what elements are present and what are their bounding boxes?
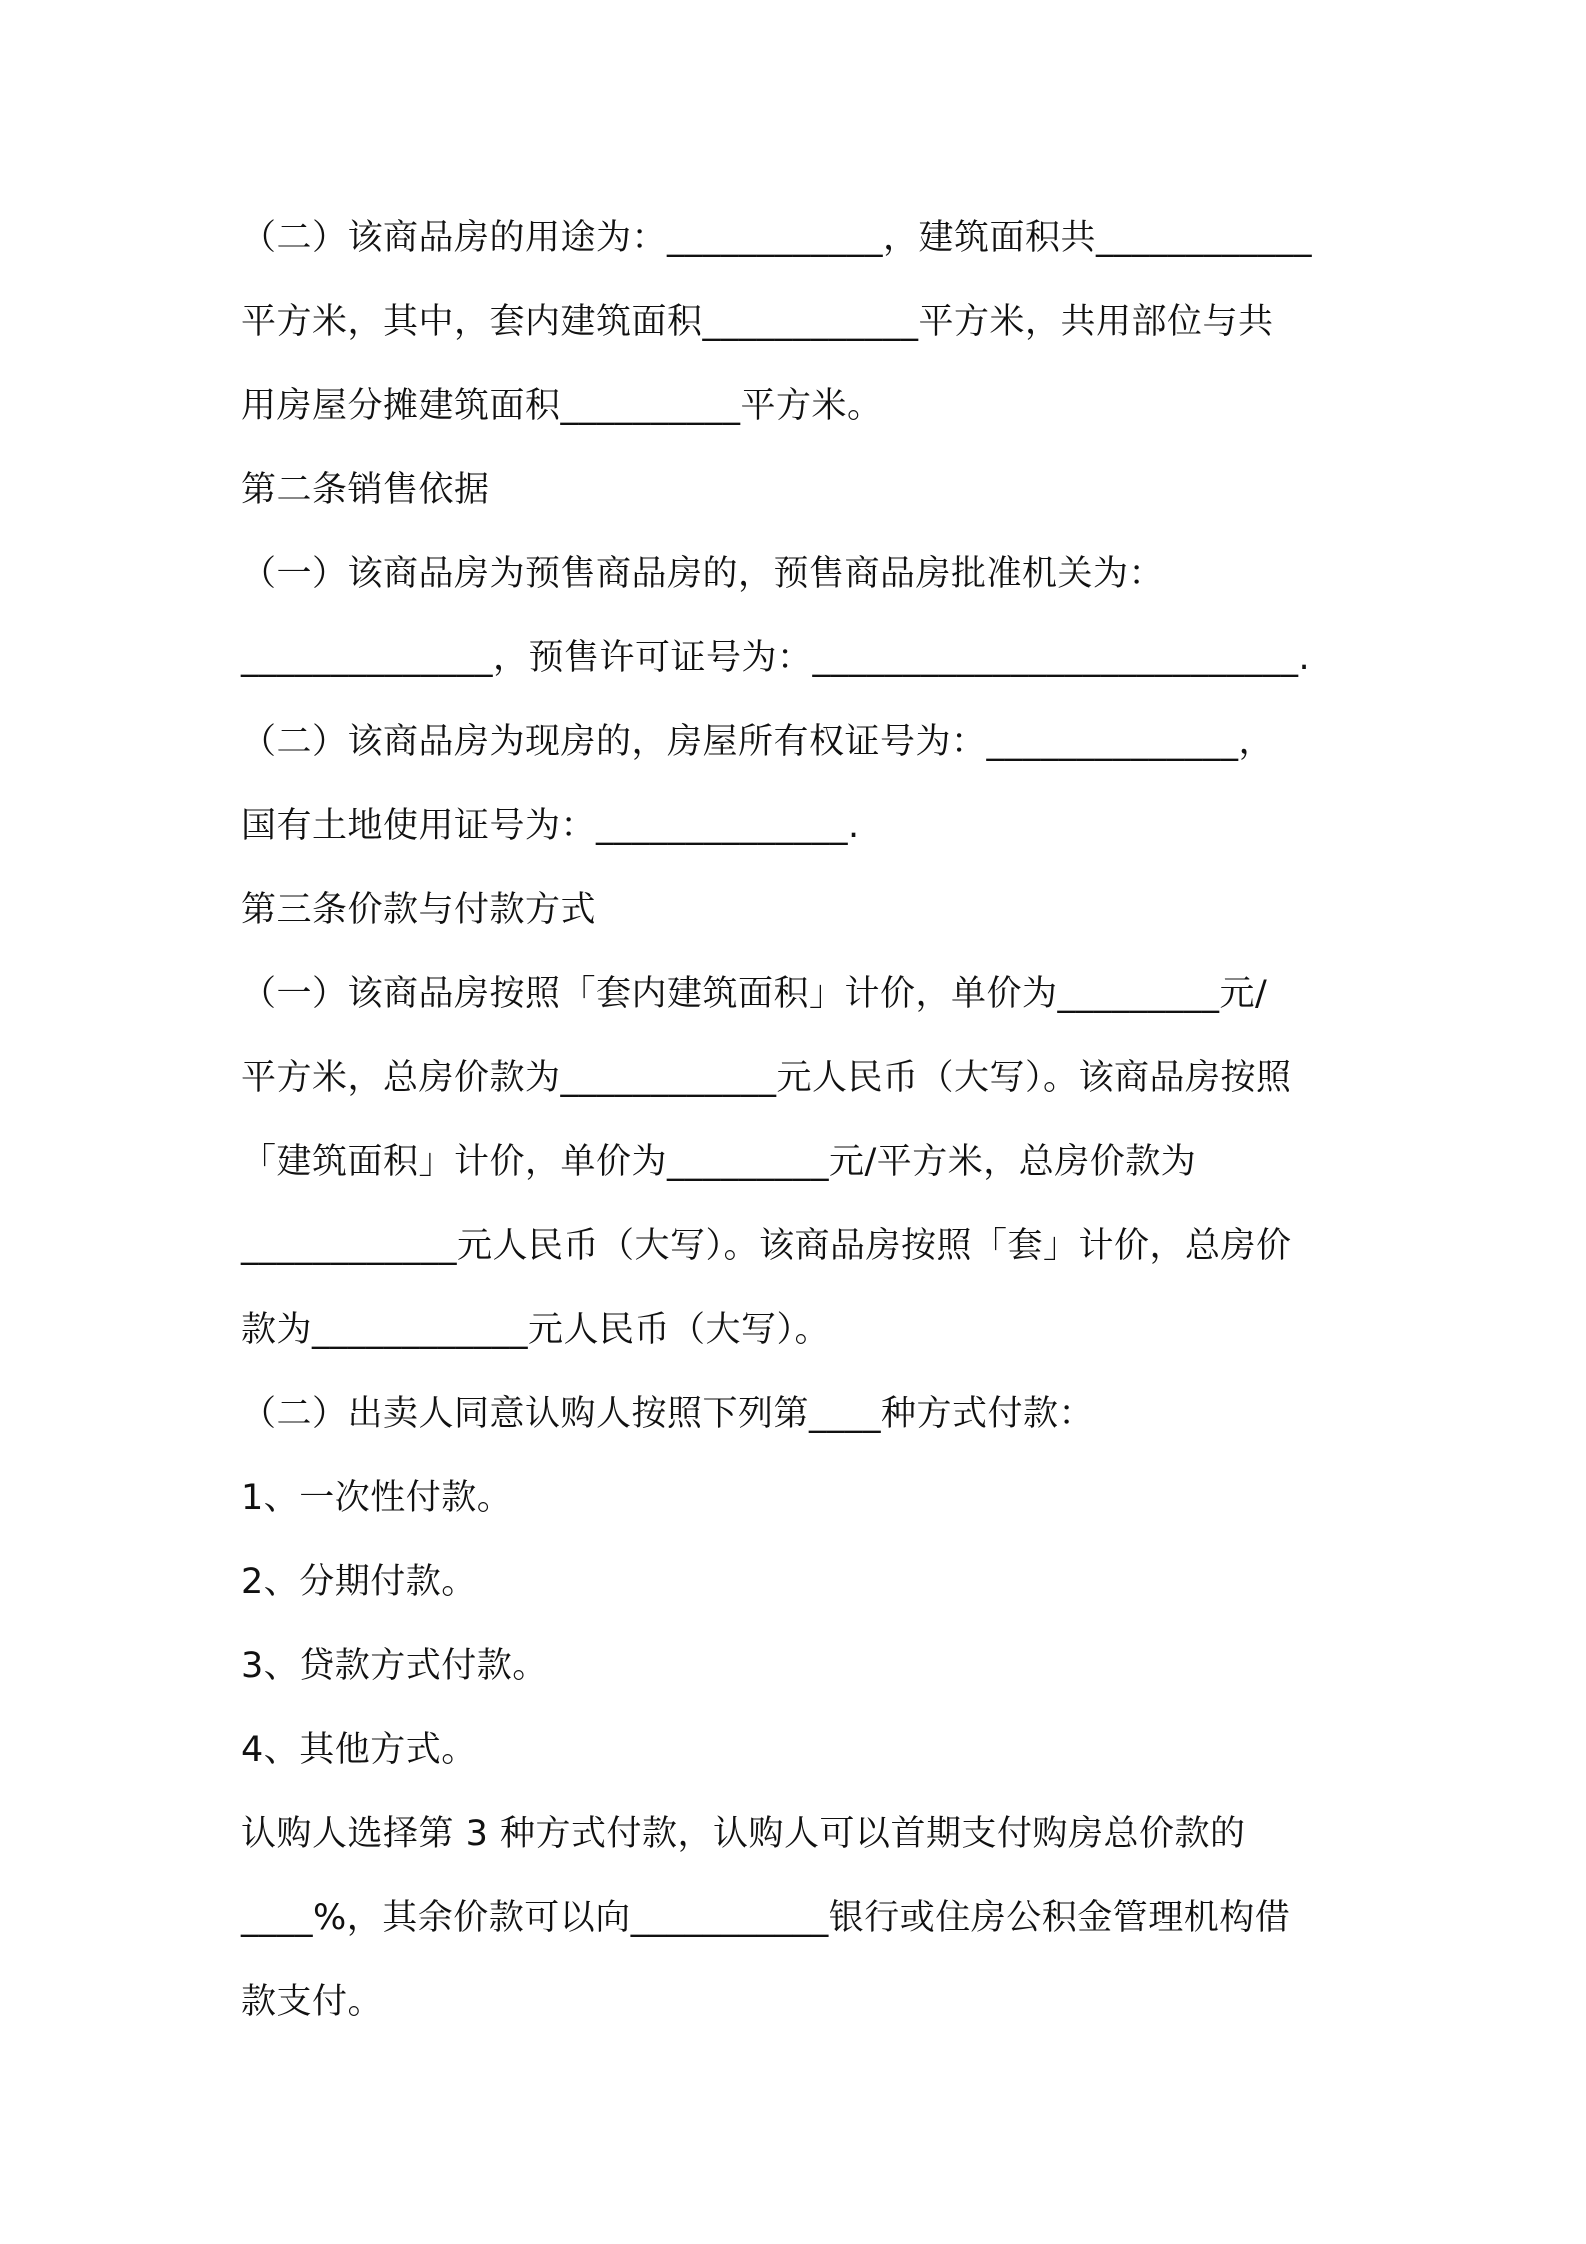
payment-option-3: 3、贷款方式付款。 [241,1646,548,1686]
clause-usage-area-line-1: （二）该商品房的用途为：____________，建筑面积共____________ [241,218,1313,258]
loan-clause-line-2: ____%，其余价款可以向___________银行或住房公积金管理机构借 [241,1898,1291,1938]
payment-option-4: 4、其他方式。 [241,1730,477,1770]
presale-clause-line-1: （一）该商品房为预售商品房的，预售商品房批准机关为： [241,554,1165,594]
pricing-clause-line-5: 款为____________元人民币（大写）。 [241,1310,831,1350]
payment-option-2: 2、分期付款。 [241,1562,477,1602]
existing-house-clause-line-1: （二）该商品房为现房的，房屋所有权证号为：______________， [241,722,1275,762]
loan-clause-line-1: 认购人选择第 3 种方式付款，认购人可以首期支付购房总价款的 [241,1814,1246,1854]
pricing-clause-line-3: 「建筑面积」计价，单价为_________元/平方米，总房价款为 [241,1142,1197,1182]
loan-clause-line-3: 款支付。 [241,1982,384,2022]
clause-usage-area-line-3: 用房屋分摊建筑面积__________平方米。 [241,386,883,426]
article-two-heading: 第二条销售依据 [241,470,490,510]
pricing-clause-line-4: ____________元人民币（大写）。该商品房按照「套」计价，总房价 [241,1226,1292,1266]
presale-clause-line-2: ______________，预售许可证号为：___________________________. [241,638,1311,678]
article-three-heading: 第三条价款与付款方式 [241,890,597,930]
payment-option-1: 1、一次性付款。 [241,1478,513,1518]
pricing-clause-line-2: 平方米，总房价款为____________元人民币（大写）。该商品房按照 [241,1058,1292,1098]
pricing-clause-line-1: （一）该商品房按照「套内建筑面积」计价，单价为_________元/ [241,974,1268,1014]
contract-text [241,196,1361,2044]
existing-house-clause-line-2: 国有土地使用证号为：______________. [241,806,860,846]
clause-usage-area-line-2: 平方米，其中，套内建筑面积____________平方米，共用部位与共 [241,302,1274,342]
payment-method-clause: （二）出卖人同意认购人按照下列第____种方式付款： [241,1394,1095,1434]
